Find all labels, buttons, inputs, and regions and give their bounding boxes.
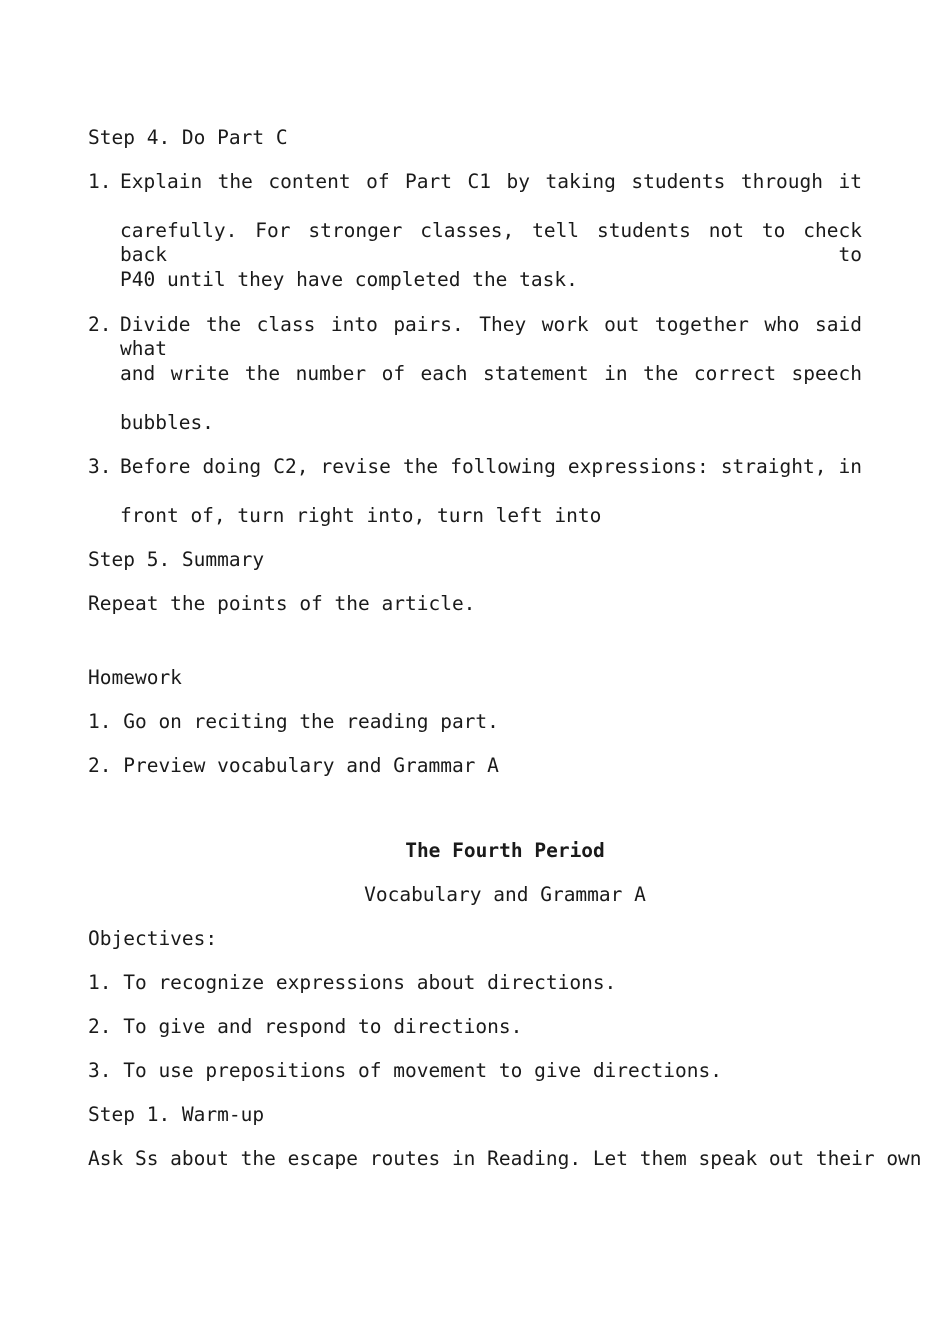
step1-text: Ask Ss about the escape routes in Reading. Let them speak out their own xyxy=(88,1147,922,1170)
period-title: The Fourth Period xyxy=(405,839,605,862)
step4-item2-number: 2. xyxy=(88,313,112,336)
objective-item: 2. To give and respond to directions. xyxy=(88,1015,523,1038)
step4-item1-line1: Explain the content of Part C1 by taking students through it xyxy=(120,170,862,193)
step4-item1-line3: P40 until they have completed the task. xyxy=(120,268,578,291)
step5-heading: Step 5. Summary xyxy=(88,548,265,571)
step4-item2-line3: bubbles. xyxy=(120,411,214,434)
homework-heading: Homework xyxy=(88,666,182,689)
step4-item3-number: 3. xyxy=(88,455,112,478)
step5-text: Repeat the points of the article. xyxy=(88,592,476,615)
homework-item: 2. Preview vocabulary and Grammar A xyxy=(88,754,499,777)
step4-item2-line2: and write the number of each statement in the correct speech xyxy=(120,362,862,385)
step4-item1-number: 1. xyxy=(88,170,112,193)
objectives-heading: Objectives: xyxy=(88,927,218,950)
homework-item: 1. Go on reciting the reading part. xyxy=(88,710,499,733)
period-subtitle: Vocabulary and Grammar A xyxy=(364,883,646,906)
step1-heading: Step 1. Warm-up xyxy=(88,1103,265,1126)
step4-item1-line2: carefully. For stronger classes, tell students not to check back to xyxy=(120,219,862,266)
objective-item: 1. To recognize expressions about directions. xyxy=(88,971,617,994)
objective-item: 3. To use prepositions of movement to give directions. xyxy=(88,1059,722,1082)
step4-item3-line1: Before doing C2, revise the following expressions: straight, in xyxy=(120,455,862,478)
step4-item2-line1: Divide the class into pairs. They work out together who said what xyxy=(120,313,862,360)
step4-item3-line2: front of, turn right into, turn left into xyxy=(120,504,602,527)
step4-heading: Step 4. Do Part C xyxy=(88,126,288,149)
